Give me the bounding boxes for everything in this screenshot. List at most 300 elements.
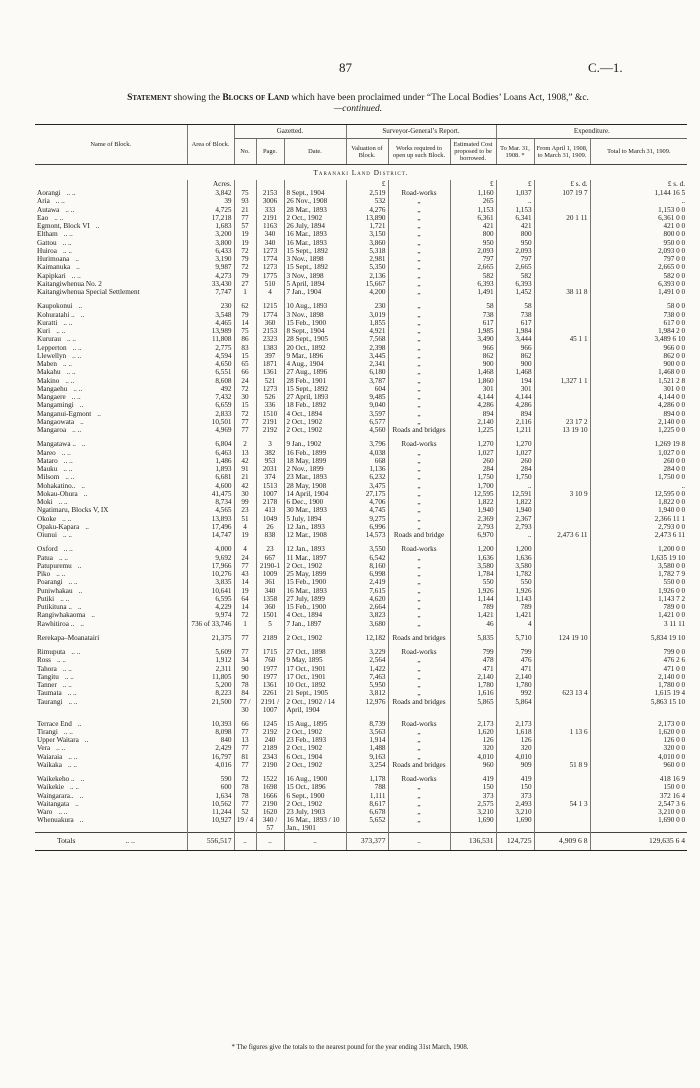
totals-label: Totals .. .. [35,833,187,851]
cell-page: 1007 [256,490,284,498]
cell-area: 33,430 [187,280,234,288]
cell-date: 15 Oct., 1896 [284,783,346,791]
cell-est: 421 [450,222,496,230]
table-row [35,344,687,352]
cell-from: 20 1 11 [534,214,590,222]
cell-est: 5,835 [450,634,496,642]
cell-val: 2,419 [346,578,388,586]
cell-works: Roads and bridge [388,531,450,539]
cell-works: „ [388,595,450,603]
block-name: Kaitangiwhenua No. 2 [37,279,102,288]
cell-est: 862 [450,352,496,360]
cell-from: 623 13 4 [534,689,590,697]
cell-total: 950 0 0 [590,239,687,247]
cell-date: 17 Oct., 1901 [284,673,346,681]
caption-rest: which have been proclaimed under “The Local Bodies’ Loans Act, 1908,” &c. [289,93,589,103]
cell-page: 340 [256,587,284,595]
col-from-apr: From April 1, 1908, to March 31, 1909. [534,139,590,165]
cell-to: 1,027 [496,449,534,457]
table-row [35,335,687,343]
block-name: Patua .. .. [37,553,68,562]
cell-to: 2,116 [496,418,534,426]
cell-page: 382 [256,449,284,457]
cell-area: 9,987 [187,263,234,271]
table-row [35,327,687,335]
block-name: Rerekapa–Moanatairi [37,633,100,642]
totals-page: .. [256,833,284,851]
cell-to: 1,421 [496,611,534,619]
document-code: C.—1. [588,60,623,75]
cell-works: Road-works [388,775,450,783]
cell-page: 667 [256,554,284,562]
cell-total: 1,269 19 8 [590,440,687,448]
cell-page: 2191 [256,418,284,426]
cell-val: 3,597 [346,410,388,418]
cell-to: 471 [496,665,534,673]
cell-no: 77 [234,426,256,434]
cell-from [534,465,590,473]
cell-page: 521 [256,377,284,385]
block-name: Terrace End .. [37,719,82,728]
cell-works: „ [388,498,450,506]
cell-area: 1,683 [187,222,234,230]
cell-from [534,562,590,570]
cell-date: 26 July, 1894 [284,222,346,230]
block-name: Tangitu .. .. [37,672,74,681]
caption-blocks: Blocks of Land [222,93,290,103]
cell-est: 6,361 [450,214,496,222]
cell-page: 1510 [256,410,284,418]
cell-val: 14,573 [346,531,388,539]
block-name: Oiunui .. .. [37,531,72,540]
cell-val: 8,739 [346,720,388,728]
cell-to: 1,940 [496,506,534,514]
cell-val: 8,617 [346,800,388,808]
cell-no: 21 [234,206,256,214]
cell-no: 52 [234,808,256,816]
cell-total: 800 0 0 [590,230,687,238]
cell-works: „ [388,352,450,360]
cell-total: .. [590,197,687,205]
cell-area: 41,475 [187,490,234,498]
cell-to: 6,341 [496,214,534,222]
cell-est: 1,940 [450,506,496,514]
cell-est: 2,665 [450,263,496,271]
cell-no: 78 [234,792,256,800]
block-name: Mangaowata .. [37,417,84,426]
cell-total: 2,140 0 0 [590,418,687,426]
cell-no: 72 [234,410,256,418]
cell-page: 340 / 57 [256,816,284,833]
cell-no: 77 / 30 [234,698,256,714]
cell-works: Roads and bridges [388,761,450,769]
table-row [35,603,687,611]
cell-total: 1,468 0 0 [590,368,687,376]
cell-est: 894 [450,410,496,418]
cell-est: 1,780 [450,681,496,689]
cell-date: 2 Oct., 1902 [284,214,346,222]
block-name: Waikaka .. .. [37,760,77,769]
cell-date: 12 Mar., 1908 [284,531,346,539]
table-row [35,272,687,280]
cell-works: Road-works [388,440,450,448]
cell-from [534,440,590,448]
cell-area: 17,218 [187,214,234,222]
cell-no: 81 [234,753,256,761]
cell-to: 2,140 [496,673,534,681]
cell-page: 1245 [256,720,284,728]
cell-area: 10,562 [187,800,234,808]
cell-page: 397 [256,352,284,360]
col-to-mar: To Mar. 31, 1908. * [496,139,534,165]
cell-to: 4,144 [496,393,534,401]
cell-est: 1,985 [450,327,496,335]
cell-page: 2343 [256,753,284,761]
cell-from: 54 1 3 [534,800,590,808]
cell-val: 1,855 [346,319,388,327]
table-row [35,352,687,360]
cell-area: 600 [187,783,234,791]
cell-to: 4,286 [496,401,534,409]
cell-no: 57 [234,222,256,230]
cell-total: 2,793 0 0 [590,523,687,531]
block-name: Mangatawa .. .. [37,440,86,449]
cell-no: 19 [234,587,256,595]
cell-area: 4,565 [187,506,234,514]
cell-to: 150 [496,783,534,791]
cell-date: 15 Sept., 1892 [284,385,346,393]
cell-total: 1,153 0 0 [590,206,687,214]
cell-from [534,498,590,506]
cell-val: 2,341 [346,360,388,368]
cell-est: 1,784 [450,570,496,578]
cell-val: 6,998 [346,570,388,578]
cell-total: 1,750 0 0 [590,473,687,481]
cell-date: 2 Oct., 1902 / 14 April, 1904 [284,698,346,714]
cell-val: 1,136 [346,465,388,473]
cell-date: 4 Oct., 1894 [284,611,346,619]
block-name: Aorangi .. .. [37,189,76,198]
cell-area: 6,463 [187,449,234,457]
cell-val: 2,564 [346,656,388,664]
cell-date: 2 Oct., 1902 [284,426,346,434]
cell-to: 58 [496,302,534,310]
cell-total: 6,393 0 0 [590,280,687,288]
cell-est: 960 [450,761,496,769]
cell-est: 4,144 [450,393,496,401]
cell-no: 72 [234,611,256,619]
cell-total: 2,093 0 0 [590,247,687,255]
cell-val: 3,150 [346,230,388,238]
cell-from [534,656,590,664]
cell-page: 1501 [256,611,284,619]
cell-to: 6,393 [496,280,534,288]
cell-area: 1,893 [187,465,234,473]
cell-no: 43 [234,570,256,578]
cell-val: 4,620 [346,595,388,603]
cell-works: „ [388,214,450,222]
cell-from: 124 19 10 [534,634,590,642]
cell-date: 27 Oct., 1898 [284,648,346,656]
cell-date: 2 Oct., 1902 [284,634,346,642]
cell-from [534,698,590,714]
cell-date: 23 Feb., 1893 [284,736,346,744]
cell-val: 1,914 [346,736,388,744]
cell-total: 1,926 0 0 [590,587,687,595]
cell-total: 2,140 0 0 [590,673,687,681]
block-name: Waikekie .. .. [37,783,79,792]
cell-page: 340 [256,239,284,247]
cell-works: „ [388,377,450,385]
cell-total: 900 0 0 [590,360,687,368]
cell-page: 2178 [256,498,284,506]
table-row [35,465,687,473]
cell-total: 1,421 0 0 [590,611,687,619]
table-row [35,311,687,319]
cell-date: 18 Feb., 1892 [284,401,346,409]
cell-date: 15 Feb., 1900 [284,578,346,586]
cell-area: 4,465 [187,319,234,327]
cell-from [534,449,590,457]
block-name: Putikituna .. .. [37,603,82,612]
cell-total: 1,984 2 0 [590,327,687,335]
cell-from [534,523,590,531]
cell-est: 373 [450,792,496,800]
cell-works: „ [388,311,450,319]
table-row [35,554,687,562]
cell-from [534,720,590,728]
cell-from [534,554,590,562]
cell-area: 3,835 [187,578,234,586]
table-row [35,239,687,247]
cell-no: 23 [234,506,256,514]
cell-no: 90 [234,665,256,673]
table-row [35,457,687,465]
cell-val: 3,680 [346,620,388,628]
cell-date: 6 Sept., 1900 [284,792,346,800]
cell-est: 58 [450,302,496,310]
cell-date: 12 Jan., 1893 [284,523,346,531]
table-row [35,783,687,791]
cell-to: 476 [496,656,534,664]
table-row [35,587,687,595]
cell-no: 14 [234,603,256,611]
cell-works: „ [388,578,450,586]
cell-no: 24 [234,554,256,562]
cell-page: 23 [256,545,284,553]
cell-area: 8,223 [187,689,234,697]
cell-date: 26 Nov., 1908 [284,197,346,205]
cell-date: 7 Jan., 1897 [284,620,346,628]
cell-total: 1,940 0 0 [590,506,687,514]
cell-date: 27 July, 1899 [284,595,346,603]
cell-works: „ [388,449,450,457]
cell-works: „ [388,523,450,531]
cell-works: „ [388,393,450,401]
cell-page: 1977 [256,665,284,673]
block-name: Waitangata .. [37,799,79,808]
cell-val: 3,796 [346,440,388,448]
cell-works: „ [388,665,450,673]
cell-area: 13,989 [187,327,234,335]
cell-est: 1,027 [450,449,496,457]
cell-est: 2,093 [450,247,496,255]
cell-area: 6,681 [187,473,234,481]
cell-total: 797 0 0 [590,255,687,263]
cell-from [534,681,590,689]
block-name: Patupuremu .. [37,561,82,570]
cell-page: 1049 [256,515,284,523]
cell-area: 736 of 33,746 [187,620,234,628]
cell-est: 284 [450,465,496,473]
col-surveyor: Surveyor-General’s Report. [346,125,496,139]
cell-est: 46 [450,620,496,628]
cell-est: 950 [450,239,496,247]
cell-area: 8,608 [187,377,234,385]
cell-date: 2 Oct., 1902 [284,728,346,736]
cell-from [534,319,590,327]
cell-page: 2031 [256,465,284,473]
cell-total: 966 0 0 [590,344,687,352]
cell-est: 800 [450,230,496,238]
cell-works: „ [388,344,450,352]
table-row [35,816,687,833]
block-name: Tahora .. .. [37,664,72,673]
cell-works: „ [388,222,450,230]
cell-date: 9 Jan., 1902 [284,440,346,448]
cell-est: 6,970 [450,531,496,539]
cell-no: 91 [234,465,256,473]
cell-to: 3,210 [496,808,534,816]
cell-est: 1,153 [450,206,496,214]
cell-page: 1871 [256,360,284,368]
totals-works: .. [388,833,450,851]
cell-date: 27 Aug., 1896 [284,368,346,376]
cell-val: 3,563 [346,728,388,736]
cell-est: 2,140 [450,418,496,426]
cell-val: 3,823 [346,611,388,619]
cell-page: 510 [256,280,284,288]
cell-est: 2,793 [450,523,496,531]
cell-val: 3,254 [346,761,388,769]
cell-val: 3,445 [346,352,388,360]
cell-area: 5,200 [187,681,234,689]
cell-to: 862 [496,352,534,360]
cell-page: 2191 [256,214,284,222]
cell-val: 9,040 [346,401,388,409]
table-row [35,656,687,664]
cell-date: 3 Nov., 1898 [284,311,346,319]
cell-to: 909 [496,761,534,769]
cell-area: 8,734 [187,498,234,506]
block-name: Manganui-Egmont .. [37,409,101,418]
cell-page: 240 [256,736,284,744]
cell-total: 476 2 6 [590,656,687,664]
cell-to: 2,493 [496,800,534,808]
cell-est: 1,144 [450,595,496,603]
cell-date: 23 July, 1903 [284,808,346,816]
block-name: Kaimanuka .. [37,263,80,272]
cell-est: 1,270 [450,440,496,448]
block-name: Mareo .. .. [37,448,71,457]
cell-from [534,272,590,280]
cell-page: 336 [256,401,284,409]
cell-no: 4 [234,545,256,553]
table-row [35,595,687,603]
cell-est: 550 [450,578,496,586]
cell-no: 30 [234,393,256,401]
col-date: Date. [284,139,346,165]
cell-no: 72 [234,775,256,783]
cell-page: 2192 [256,426,284,434]
table-row [35,800,687,808]
cell-val: 230 [346,302,388,310]
cell-from [534,302,590,310]
block-name: Whenuakura .. [37,816,84,825]
cell-date: 10 Aug., 1893 [284,302,346,310]
cell-area: 4,273 [187,272,234,280]
cell-page: 1513 [256,482,284,490]
cell-area: 2,429 [187,744,234,752]
cell-area: 840 [187,736,234,744]
cell-from [534,239,590,247]
cell-page: 333 [256,206,284,214]
cell-date: 16 Feb., 1899 [284,449,346,457]
cell-works: Road-works [388,545,450,553]
cell-works: „ [388,689,450,697]
cell-area: 9,692 [187,554,234,562]
cell-works: „ [388,327,450,335]
unit-to: £ [496,180,534,189]
cell-area: 2,775 [187,344,234,352]
cell-area: 8,098 [187,728,234,736]
cell-no: 14 [234,319,256,327]
cell-est: 419 [450,775,496,783]
cell-total: 372 16 4 [590,792,687,800]
cell-area: 6,804 [187,440,234,448]
cell-from [534,280,590,288]
block-name: Makino .. .. [37,376,75,385]
cell-no: 79 [234,272,256,280]
cell-date: 16 Aug., 1900 [284,775,346,783]
cell-total: 1,635 19 10 [590,554,687,562]
cell-page: 1273 [256,385,284,393]
cell-from [534,457,590,465]
cell-to: 5,710 [496,634,534,642]
cell-date: 16 Mar., 1893 [284,587,346,595]
block-name: Waikekeho .. .. [37,775,85,784]
block-name: Rawhitiroa .. .. [37,619,84,628]
block-name: Kuri .. .. [37,327,66,336]
block-name: Eltham .. .. [37,230,73,239]
cell-area: 3,842 [187,189,234,197]
cell-to: 1,211 [496,426,534,434]
cell-total: 2,665 0 0 [590,263,687,271]
table-row [35,744,687,752]
table-row [35,473,687,481]
cell-works: „ [388,197,450,205]
cell-to: 1,143 [496,595,534,603]
cell-to: 2,093 [496,247,534,255]
cell-est: 799 [450,648,496,656]
cell-to: 1,926 [496,587,534,595]
cell-est: 2,140 [450,673,496,681]
cell-total: 1,521 2 8 [590,377,687,385]
col-expenditure: Expenditure. [496,125,687,139]
cell-val: 4,560 [346,426,388,434]
cell-area: 39 [187,197,234,205]
cell-est: 2,369 [450,515,496,523]
